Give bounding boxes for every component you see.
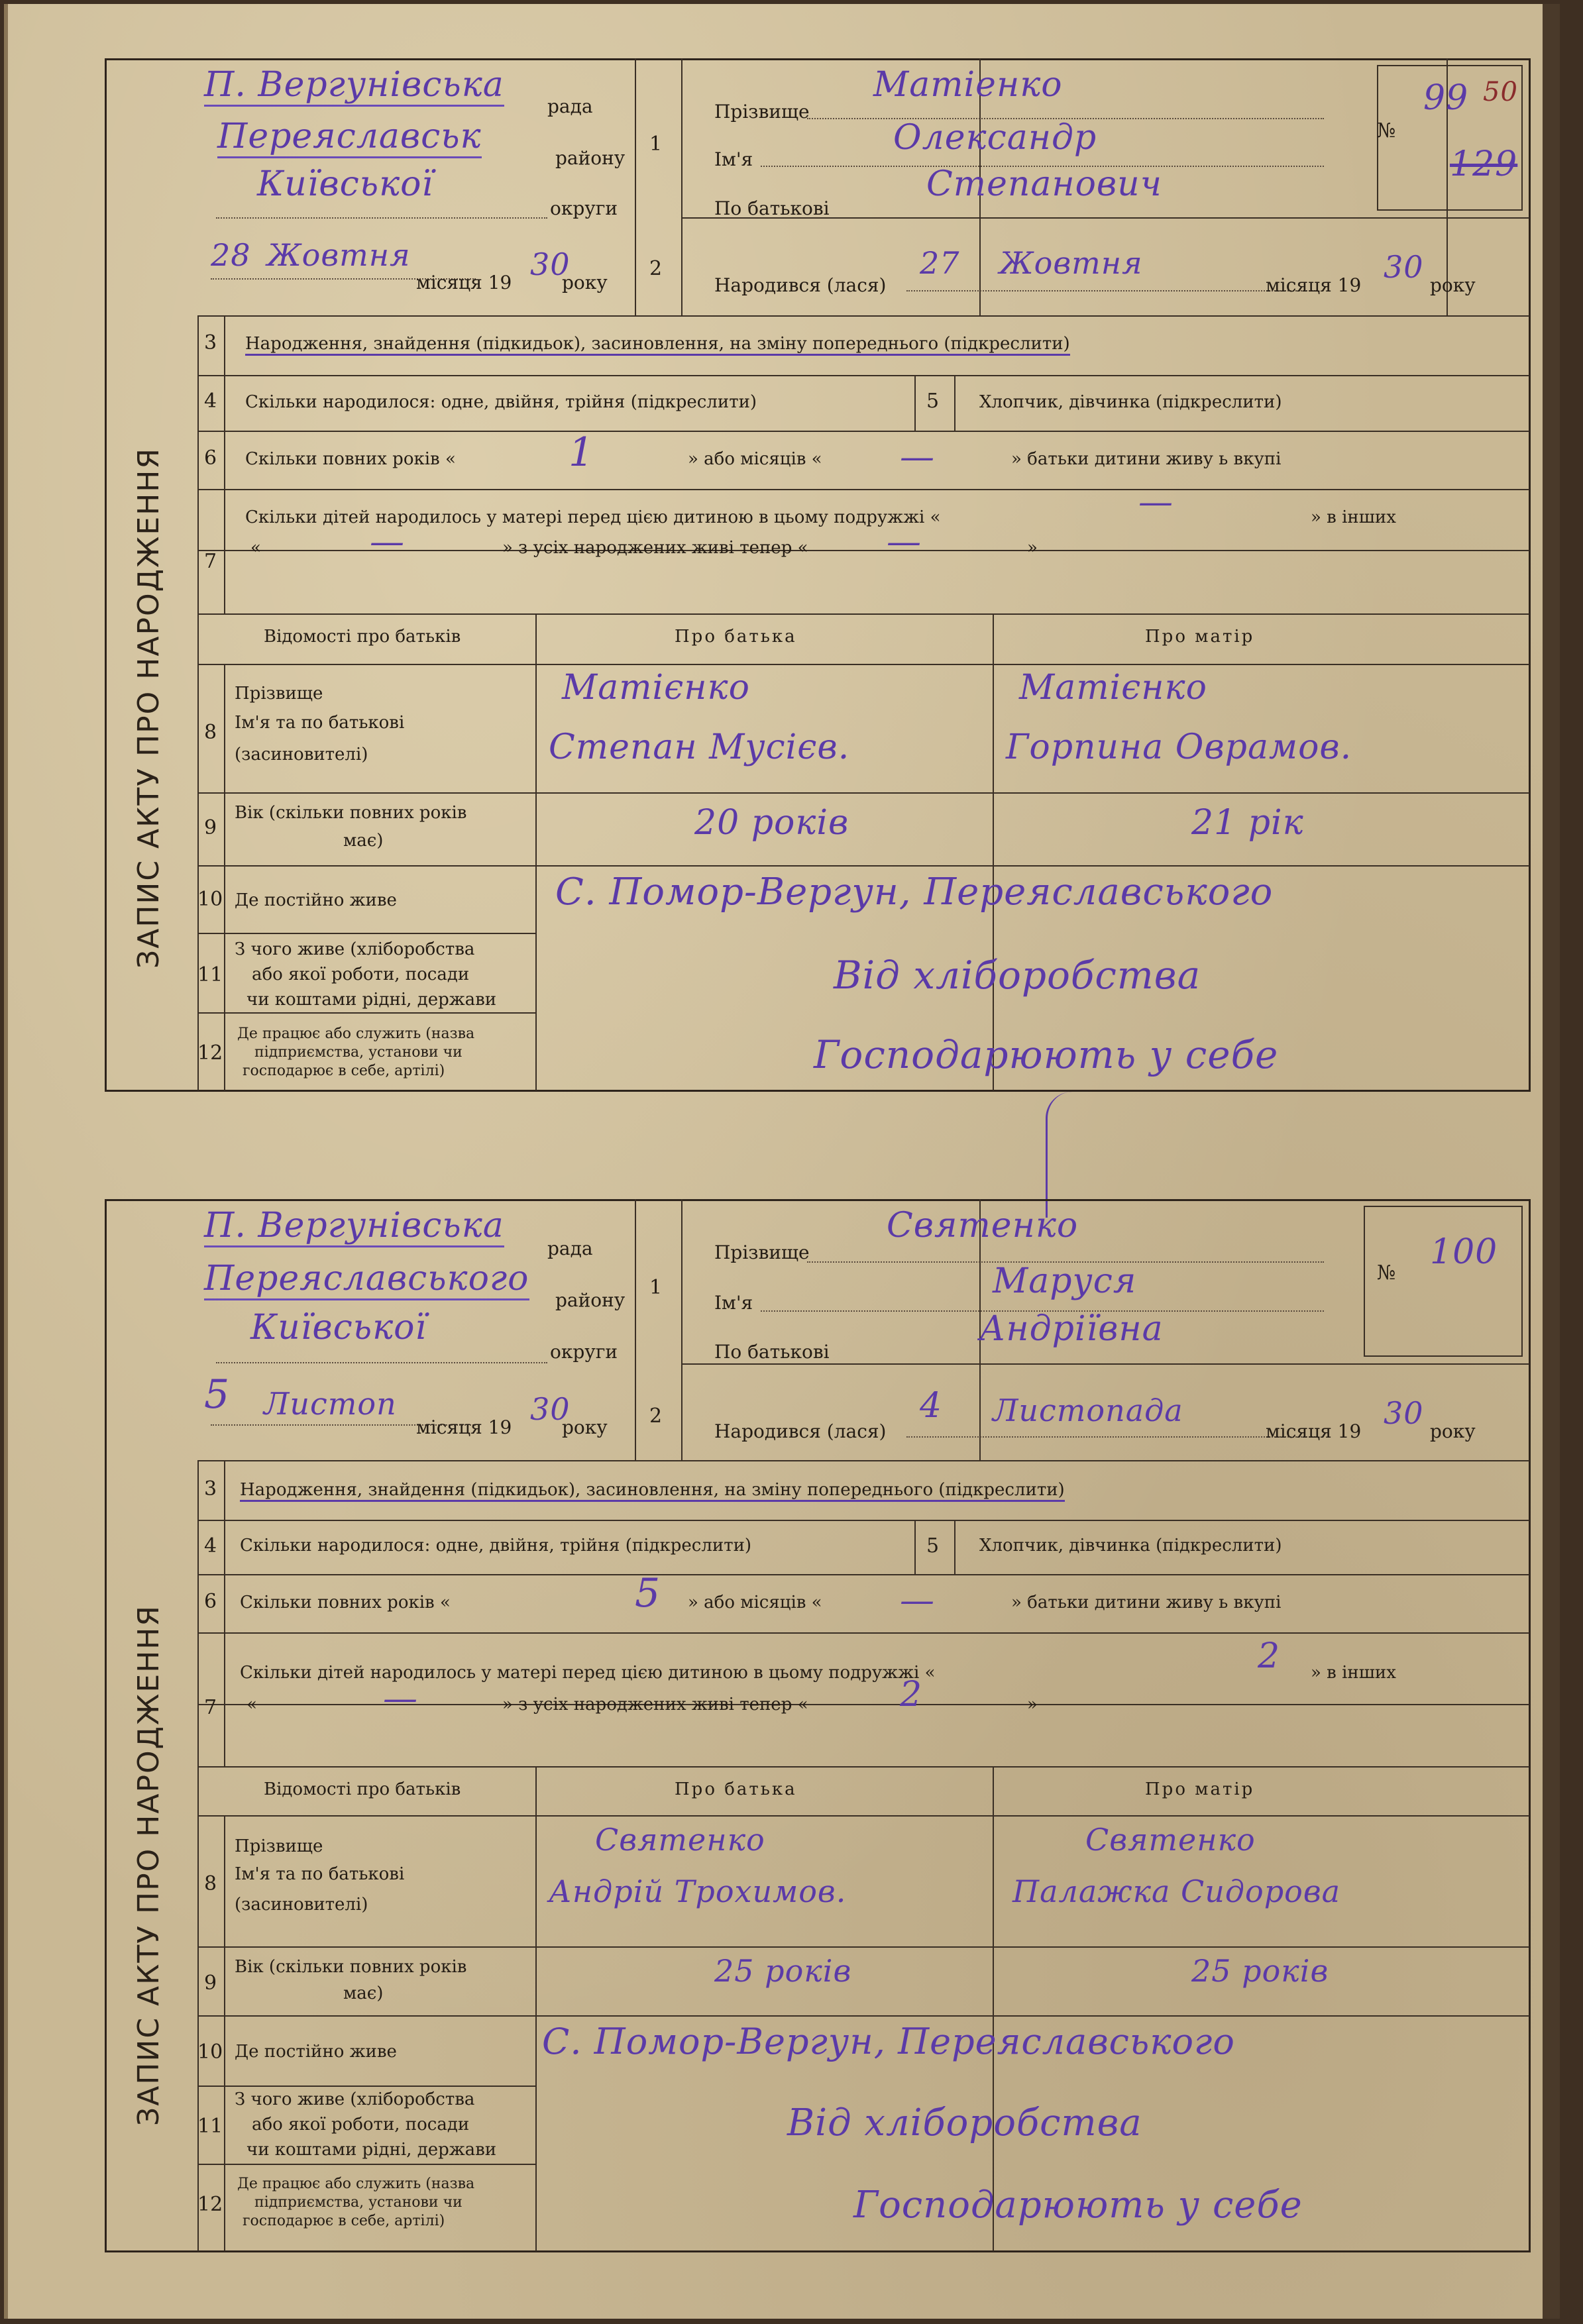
- reg-month-value: Листоп: [264, 1386, 397, 1422]
- row-number: 2: [649, 1404, 663, 1428]
- row-number: 10: [197, 2040, 223, 2064]
- patronymic-label: По батькові: [714, 197, 830, 219]
- row-number: 7: [204, 1696, 217, 1719]
- row8-label: (засиновителі): [235, 1895, 368, 1915]
- row11-label: З чого живе (хліборобства: [235, 2089, 475, 2109]
- row10-label: Де постійно живе: [235, 2042, 397, 2062]
- okrug-label: округи: [550, 197, 618, 219]
- reg-year-value: 30: [530, 246, 571, 282]
- child-surname-value: Святенко: [887, 1206, 1079, 1245]
- rada-value: П. Вергунівська: [204, 1206, 504, 1247]
- form-side-title: [109, 323, 188, 1092]
- mother-age-value: 25 років: [1191, 1953, 1329, 1989]
- record-number-value: 100: [1430, 1232, 1498, 1272]
- reg-year-label: року: [562, 272, 608, 293]
- okrug-value: Київської: [257, 164, 434, 204]
- row7-label-other: » в інших: [1311, 1663, 1396, 1683]
- row7-label-alive: » з усіх народжених живі тепер «: [502, 538, 808, 558]
- years-together-value: 1: [569, 429, 595, 476]
- birth-month-value: Жовтня: [999, 245, 1143, 281]
- children-other-value: —: [370, 522, 405, 562]
- father-age-value: 25 років: [714, 1953, 852, 1989]
- row11-label: або якої роботи, посади: [252, 2115, 470, 2135]
- residence-value: С. Помор-Вергун, Переяславського: [542, 2021, 1235, 2062]
- child-name-value: Олександр: [893, 118, 1097, 158]
- form-title-text: ЗАПИС АКТУ ПРО НАРОДЖЕННЯ: [131, 447, 166, 969]
- row8-label: (засиновителі): [235, 745, 368, 765]
- row-number: 4: [204, 1534, 217, 1558]
- reg-month-value: Жовтня: [267, 237, 411, 273]
- months-together-value: —: [900, 437, 935, 477]
- birth-day-value: 27: [920, 245, 960, 281]
- row-number: 3: [204, 331, 217, 354]
- row-number: 10: [197, 888, 223, 911]
- birth-month-label: місяця 19: [1266, 274, 1362, 296]
- row6-label-months: » або місяців «: [688, 1593, 822, 1612]
- birth-month-value: Листопада: [993, 1393, 1183, 1428]
- row-number: 12: [197, 1041, 223, 1065]
- row-number: 11: [197, 2115, 223, 2138]
- birth-year-label: року: [1430, 1420, 1476, 1442]
- row12-label: Де працює або служить (назва: [237, 1026, 475, 1042]
- number-label: №: [1377, 119, 1396, 142]
- row3-text: Народження, знайдення (підкидьок), засиновлення, на зміну попереднього (підкреслити): [245, 334, 1070, 354]
- birth-year-value: 30: [1384, 249, 1424, 285]
- mother-age-value: 21 рік: [1191, 803, 1304, 843]
- children-alive-value: —: [887, 522, 922, 562]
- form-title-text: ЗАПИС АКТУ ПРО НАРОДЖЕННЯ: [131, 1604, 166, 2126]
- mother-column-header: Про матір: [1145, 627, 1255, 647]
- father-surname-value: Матієнко: [562, 668, 750, 708]
- row6-label-years: Скільки повних років «: [245, 449, 456, 469]
- record-number-value: 99: [1423, 78, 1469, 118]
- reg-year-label: року: [562, 1416, 608, 1438]
- reg-year-value: 30: [530, 1391, 571, 1427]
- father-age-value: 20 років: [694, 803, 849, 843]
- mother-column-header: Про матір: [1145, 1779, 1255, 1799]
- father-surname-value: Святенко: [595, 1822, 765, 1858]
- row-number: 5: [926, 390, 940, 413]
- born-label: Народився (лася): [714, 274, 887, 296]
- mother-name-value: Горпина Оврамов.: [1006, 727, 1352, 767]
- row-number: 12: [197, 2193, 223, 2216]
- record-number-crossed: 129: [1450, 144, 1518, 184]
- birth-year-label: року: [1430, 274, 1476, 296]
- surname-label: Прізвище: [714, 101, 810, 123]
- row7-quote-end: »: [1027, 1695, 1038, 1715]
- reg-day-value: 28: [211, 237, 251, 273]
- father-column-header: Про батька: [675, 627, 797, 647]
- rayon-label: району: [555, 147, 626, 169]
- row8-label: Прізвище: [235, 1836, 323, 1856]
- rada-label: рада: [547, 95, 593, 117]
- rayon-value: Переяславськ: [217, 117, 482, 158]
- row-number: 9: [204, 1972, 217, 1995]
- mother-name-value: Палажка Сидорова: [1012, 1874, 1341, 1909]
- row9-label: Вік (скільки повних років: [235, 1957, 467, 1977]
- birth-month-label: місяця 19: [1266, 1420, 1362, 1442]
- row11-label: або якої роботи, посади: [252, 965, 470, 984]
- row8-label: Ім'я та по батькові: [235, 1864, 405, 1884]
- child-patronymic-value: Андріївна: [979, 1309, 1164, 1349]
- row8-label: Ім'я та по батькові: [235, 713, 405, 733]
- paper-right-edge: [1543, 4, 1560, 2319]
- father-name-value: Степан Мусієв.: [549, 727, 850, 767]
- row3-text: Народження, знайдення (підкидьок), засиновлення, на зміну попереднього (підкреслити): [240, 1480, 1065, 1500]
- row-number: 4: [204, 390, 217, 413]
- mother-surname-value: Матієнко: [1019, 668, 1207, 708]
- row7-label-this: Скільки дітей народилось у матері перед цією дитиною в цьому подружжі «: [240, 1663, 936, 1683]
- reg-month-label: місяця 19: [416, 272, 512, 293]
- child-name-value: Маруся: [993, 1261, 1137, 1301]
- row6-label-years: Скільки повних років «: [240, 1593, 451, 1612]
- residence-value: С. Помор-Вергун, Переяславського: [555, 871, 1274, 914]
- reg-day-value: 5: [204, 1371, 231, 1418]
- row7-label-other: » в інших: [1311, 507, 1396, 527]
- rada-value: П. Вергунівська: [204, 65, 504, 107]
- row9-label: має): [343, 1983, 384, 2003]
- row-number: 7: [204, 550, 217, 573]
- row6-label-months: » або місяців «: [688, 449, 822, 469]
- father-name-value: Андрій Трохимов.: [549, 1874, 847, 1909]
- row12-label: господарює в себе, артілі): [243, 1063, 445, 1079]
- children-alive-value: 2: [900, 1675, 923, 1715]
- years-together-value: 5: [635, 1570, 661, 1616]
- rayon-value: Переяславського: [204, 1259, 529, 1300]
- row7-quote: «: [250, 538, 261, 558]
- row-number: 6: [204, 1590, 217, 1613]
- name-label: Ім'я: [714, 1292, 753, 1314]
- number-label: №: [1377, 1261, 1396, 1285]
- children-this-value: —: [1138, 482, 1174, 522]
- rayon-label: району: [555, 1289, 626, 1311]
- row-number: 2: [649, 257, 663, 280]
- work-value: Господарюють у себе: [853, 2184, 1303, 2227]
- row12-label: підприємства, установи чи: [254, 1044, 463, 1061]
- birth-record-form-1: [105, 58, 1531, 1092]
- months-together-value: —: [900, 1581, 935, 1620]
- reg-month-label: місяця 19: [416, 1416, 512, 1438]
- row5-text: Хлопчик, дівчинка (підкреслити): [979, 392, 1282, 412]
- row6-label-together: » батьки дитини живу ь вкупі: [1011, 1593, 1282, 1612]
- paper-left-edge: [4, 4, 8, 2319]
- row5-text: Хлопчик, дівчинка (підкреслити): [979, 1536, 1282, 1556]
- row-number: 3: [204, 1477, 217, 1501]
- row-number: 1: [649, 132, 663, 156]
- child-patronymic-value: Степанович: [926, 164, 1163, 204]
- row4-text: Скільки народилося: одне, двійня, трійня (підкреслити): [240, 1536, 752, 1556]
- row9-label: має): [343, 831, 384, 851]
- birth-year-value: 30: [1384, 1395, 1424, 1431]
- row-number: 5: [926, 1534, 940, 1558]
- birth-record-form-2: [105, 1199, 1531, 2252]
- father-column-header: Про батька: [675, 1779, 797, 1799]
- row12-label: господарює в себе, артілі): [243, 2213, 445, 2229]
- row-number: 6: [204, 447, 217, 470]
- surname-label: Прізвище: [714, 1241, 810, 1263]
- row8-label: Прізвище: [235, 684, 323, 704]
- row7-label-this: Скільки дітей народилось у матері перед цією дитиною в цьому подружжі «: [245, 507, 941, 527]
- row-number: 11: [197, 963, 223, 986]
- row11-label: чи коштами рідні, держави: [246, 2140, 497, 2160]
- okrug-label: округи: [550, 1341, 618, 1363]
- row7-quote: «: [246, 1695, 257, 1715]
- children-other-value: —: [383, 1679, 418, 1718]
- row7-quote-end: »: [1027, 538, 1038, 558]
- row-number: 8: [204, 1872, 217, 1895]
- birth-day-value: 4: [920, 1386, 943, 1426]
- record-number-extra: 50: [1483, 77, 1518, 107]
- rada-label: рада: [547, 1238, 593, 1259]
- row-number: 1: [649, 1276, 663, 1299]
- name-label: Ім'я: [714, 148, 753, 170]
- okrug-value: Київської: [250, 1308, 427, 1347]
- livelihood-value: Від хліборобства: [787, 2101, 1142, 2144]
- row12-label: Де працює або служить (назва: [237, 2176, 475, 2192]
- row12-label: підприємства, установи чи: [254, 2194, 463, 2211]
- row11-label: З чого живе (хліборобства: [235, 939, 475, 959]
- row9-label: Вік (скільки повних років: [235, 803, 467, 823]
- work-value: Господарюють у себе: [814, 1032, 1279, 1077]
- mother-surname-value: Святенко: [1085, 1822, 1256, 1858]
- children-this-value: 2: [1258, 1636, 1281, 1676]
- row7-label-alive: » з усіх народжених живі тепер «: [502, 1695, 808, 1715]
- patronymic-label: По батькові: [714, 1341, 830, 1363]
- row-number: 9: [204, 816, 217, 839]
- child-surname-value: Матіенко: [873, 65, 1063, 105]
- parents-info-header: Відомості про батьків: [264, 627, 461, 647]
- born-label: Народився (лася): [714, 1420, 887, 1442]
- parents-info-header: Відомості про батьків: [264, 1779, 461, 1799]
- row-number: 8: [204, 721, 217, 744]
- row10-label: Де постійно живе: [235, 890, 397, 910]
- form-side-title: [109, 1477, 188, 2252]
- row11-label: чи коштами рідні, держави: [246, 990, 497, 1010]
- row4-text: Скільки народилося: одне, двійня, трійня (підкреслити): [245, 392, 757, 412]
- livelihood-value: Від хліборобства: [834, 953, 1201, 998]
- row6-label-together: » батьки дитини живу ь вкупі: [1011, 449, 1282, 469]
